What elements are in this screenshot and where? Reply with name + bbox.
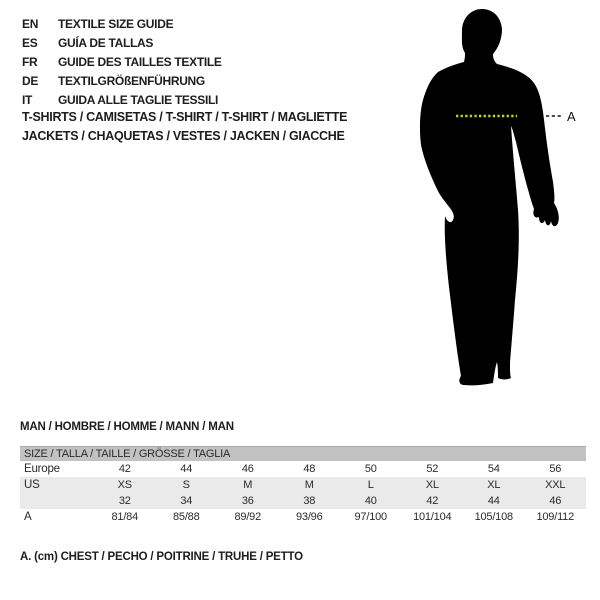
table-cell: 97/100 — [354, 511, 387, 523]
table-cell: XL — [487, 479, 501, 491]
table-cell: L — [367, 479, 374, 491]
language-row — [22, 33, 222, 52]
language-title-list — [22, 14, 222, 109]
table-cell: 105/108 — [474, 511, 513, 523]
table-cell: 50 — [364, 463, 377, 475]
table-cell: 38 — [303, 495, 316, 507]
table-cell: 46 — [241, 463, 254, 475]
table-cell: 36 — [241, 495, 254, 507]
table-cell: 46 — [549, 495, 562, 507]
table-cell: 52 — [426, 463, 439, 475]
measurement-footnote: A. (cm) CHEST / PECHO / POITRINE / TRUHE / PETTO — [20, 551, 303, 563]
language-code: ES — [22, 35, 38, 50]
garment-category-list — [22, 108, 347, 145]
table-cell: 109/112 — [536, 511, 575, 523]
language-row — [22, 14, 222, 33]
language-title: GUIDA ALLE TAGLIE TESSILI — [58, 92, 219, 107]
language-title: TEXTILGRÖßENFÜHRUNG — [58, 73, 205, 88]
language-row — [22, 71, 222, 90]
size-table — [20, 446, 586, 525]
table-row-us — [20, 477, 586, 493]
table-row-europe — [20, 461, 586, 477]
table-cell: 85/88 — [172, 511, 200, 523]
table-cell: 40 — [364, 495, 377, 507]
category-jackets: JACKETS / CHAQUETAS / VESTES / JACKEN / GIACCHE — [22, 128, 345, 143]
language-title: TEXTILE SIZE GUIDE — [58, 16, 174, 31]
table-cell: 44 — [487, 495, 500, 507]
section-title: MAN / HOMBRE / HOMME / MANN / MAN — [20, 421, 234, 433]
man-silhouette — [420, 9, 559, 385]
language-title: GUÍA DE TALLAS — [58, 35, 154, 50]
table-cell: 56 — [549, 463, 562, 475]
language-code: DE — [22, 73, 39, 88]
row-label: Europe — [24, 463, 60, 475]
table-cell: 44 — [180, 463, 193, 475]
table-cell: 32 — [118, 495, 131, 507]
table-cell: XS — [117, 479, 132, 491]
table-cell: 93/96 — [295, 511, 323, 523]
language-code: FR — [22, 54, 38, 69]
language-row — [22, 90, 222, 109]
table-cell: XXL — [545, 479, 566, 491]
language-code: EN — [22, 16, 39, 31]
table-row-chest — [20, 509, 586, 525]
table-cell: 48 — [303, 463, 316, 475]
table-cell: 34 — [180, 495, 193, 507]
category-tshirts: T-SHIRTS / CAMISETAS / T-SHIRT / T-SHIRT / MAGLIETTE — [22, 110, 348, 124]
table-cell: 42 — [118, 463, 131, 475]
table-cell: 81/84 — [111, 511, 139, 523]
language-row — [22, 52, 222, 71]
row-label: US — [24, 479, 40, 491]
table-cell: 101/104 — [413, 511, 452, 523]
row-label: A — [24, 511, 32, 523]
language-title: GUIDE DES TAILLES TEXTILE — [58, 54, 222, 69]
size-table-header: SIZE / TALLA / TAILLE / GRÖSSE / TAGLIA — [20, 446, 586, 461]
table-cell: XL — [425, 479, 439, 491]
table-row-numeric — [20, 493, 586, 509]
table-cell: M — [304, 479, 314, 491]
measure-label-a: A — [567, 109, 576, 124]
language-code: IT — [22, 92, 33, 107]
table-cell: 54 — [487, 463, 500, 475]
table-cell: S — [182, 479, 190, 491]
measurement-figure — [400, 5, 580, 390]
table-cell: 42 — [426, 495, 439, 507]
table-cell: 89/92 — [234, 511, 262, 523]
table-cell: M — [243, 479, 253, 491]
